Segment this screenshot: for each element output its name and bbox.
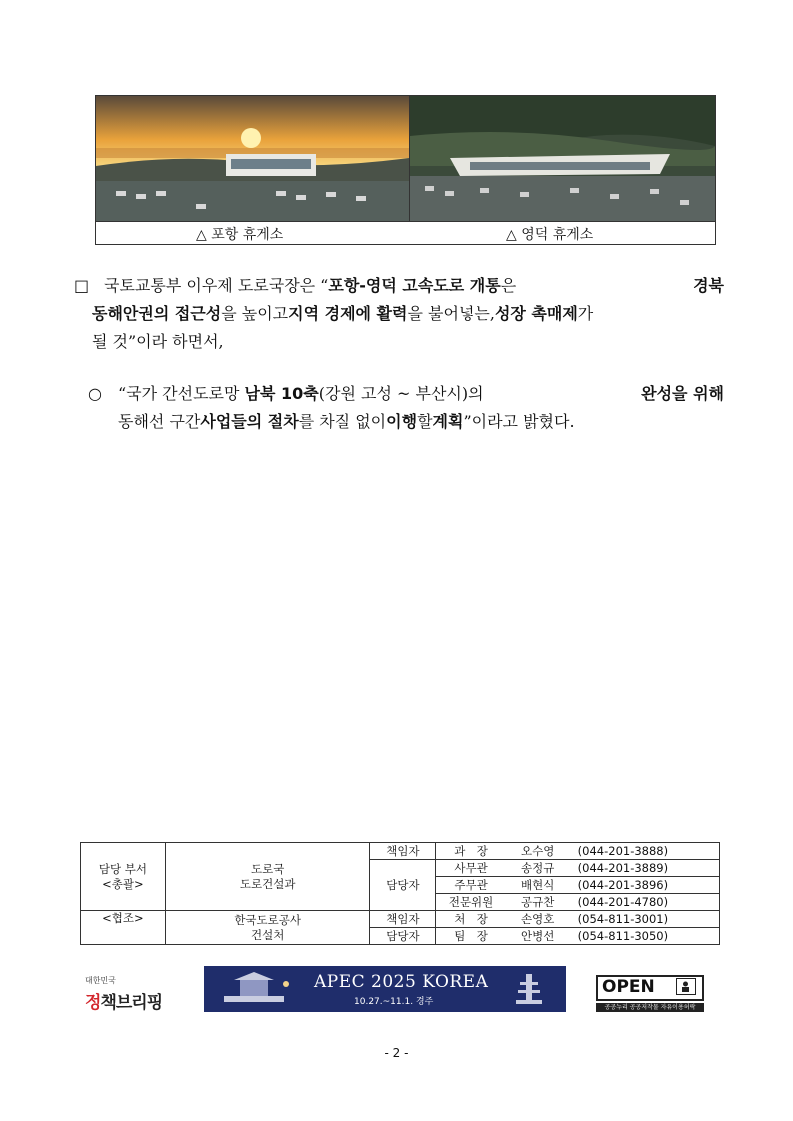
open-subtitle: 공공누리 공공저작물 자유이용허락 (596, 1003, 704, 1012)
role-cell: 담당자 (370, 860, 436, 911)
statement-line-1: □ 국토교통부 이우제 도로국장은 “포항-영덕 고속도로 개통은 경북 (74, 272, 724, 300)
name-cell: 손영호 (506, 911, 570, 928)
open-word: OPEN (602, 977, 655, 997)
yeongdeok-rest-area-photo (410, 96, 715, 221)
pohang-caption: △ 포항 휴게소 (196, 227, 284, 243)
title-cell: 전문위원 (436, 894, 506, 911)
phone-cell: (044-201-4780) (570, 894, 720, 911)
dept-name-1: 도로국 (251, 861, 285, 876)
yeongdeok-caption: △ 영덕 휴게소 (506, 227, 594, 243)
apec-title: APEC 2025 KOREA (314, 972, 489, 992)
square-bullet: □ (74, 276, 90, 295)
apec-banner[interactable] (204, 966, 566, 1012)
circle-bullet: ○ (88, 384, 102, 403)
title-cell: 주무관 (436, 877, 506, 894)
name-cell: 안병선 (506, 928, 570, 945)
title-cell: 팀 장 (436, 928, 506, 945)
attribution-person-icon (676, 978, 696, 995)
name-cell: 오수영 (506, 843, 570, 860)
apec-date: 10.27.~11.1. 경주 (354, 997, 434, 1007)
title-cell: 사무관 (436, 860, 506, 877)
dept-label: 담당 부서 (98, 861, 147, 876)
briefing-big-text: 정책브리핑 (85, 993, 163, 1013)
phone-cell: (054-811-3001) (570, 911, 720, 928)
statement-line-2: 동해안권의 접근성 을 높이고 지역 경제에 활력 을 불어넣는, 성장 촉매제 가 (92, 304, 594, 323)
title-cell: 처 장 (436, 911, 506, 928)
role-cell: 책임자 (370, 843, 436, 860)
name-cell: 공규찬 (506, 894, 570, 911)
pohang-rest-area-photo (96, 96, 410, 221)
coop-label: <협조> (81, 911, 166, 945)
table-row (81, 911, 720, 928)
contacts-table (80, 842, 720, 945)
dept-sub: <총괄> (102, 876, 144, 891)
temple-illustration-icon (214, 970, 294, 1008)
photo-strip (95, 95, 716, 245)
pagoda-illustration-icon (504, 970, 554, 1008)
phone-cell: (054-811-3050) (570, 928, 720, 945)
photo-captions (96, 221, 715, 245)
page-number: - 2 - (384, 1046, 409, 1060)
role-cell: 책임자 (370, 911, 436, 928)
phone-cell: (044-201-3888) (570, 843, 720, 860)
plan-line-1: ○ “국가 간선도로망 남북 10축(강원 고성 ~ 부산시)의 완성을 위해 (88, 380, 724, 408)
table-row (81, 843, 720, 860)
statement-line-3: 될 것”이라 하면서, (92, 332, 224, 351)
coop-name-2: 건설처 (251, 927, 285, 942)
policy-briefing-logo[interactable] (85, 975, 175, 1015)
statement-paragraph (74, 272, 724, 356)
role-cell: 담당자 (370, 928, 436, 945)
briefing-small-text: 대한민국 (85, 976, 116, 985)
kogl-open-logo[interactable] (596, 975, 706, 1013)
name-cell: 송정규 (506, 860, 570, 877)
title-cell: 과 장 (436, 843, 506, 860)
name-cell: 배현식 (506, 877, 570, 894)
phone-cell: (044-201-3889) (570, 860, 720, 877)
plan-paragraph (88, 380, 724, 436)
plan-line-2: 동해선 구간 사업들의 절차 를 차질 없이 이행 할 계획 ”이라고 밝혔다. (118, 412, 575, 431)
coop-name-1: 한국도로공사 (234, 912, 301, 927)
dept-name-2: 도로건설과 (239, 876, 296, 891)
phone-cell: (044-201-3896) (570, 877, 720, 894)
